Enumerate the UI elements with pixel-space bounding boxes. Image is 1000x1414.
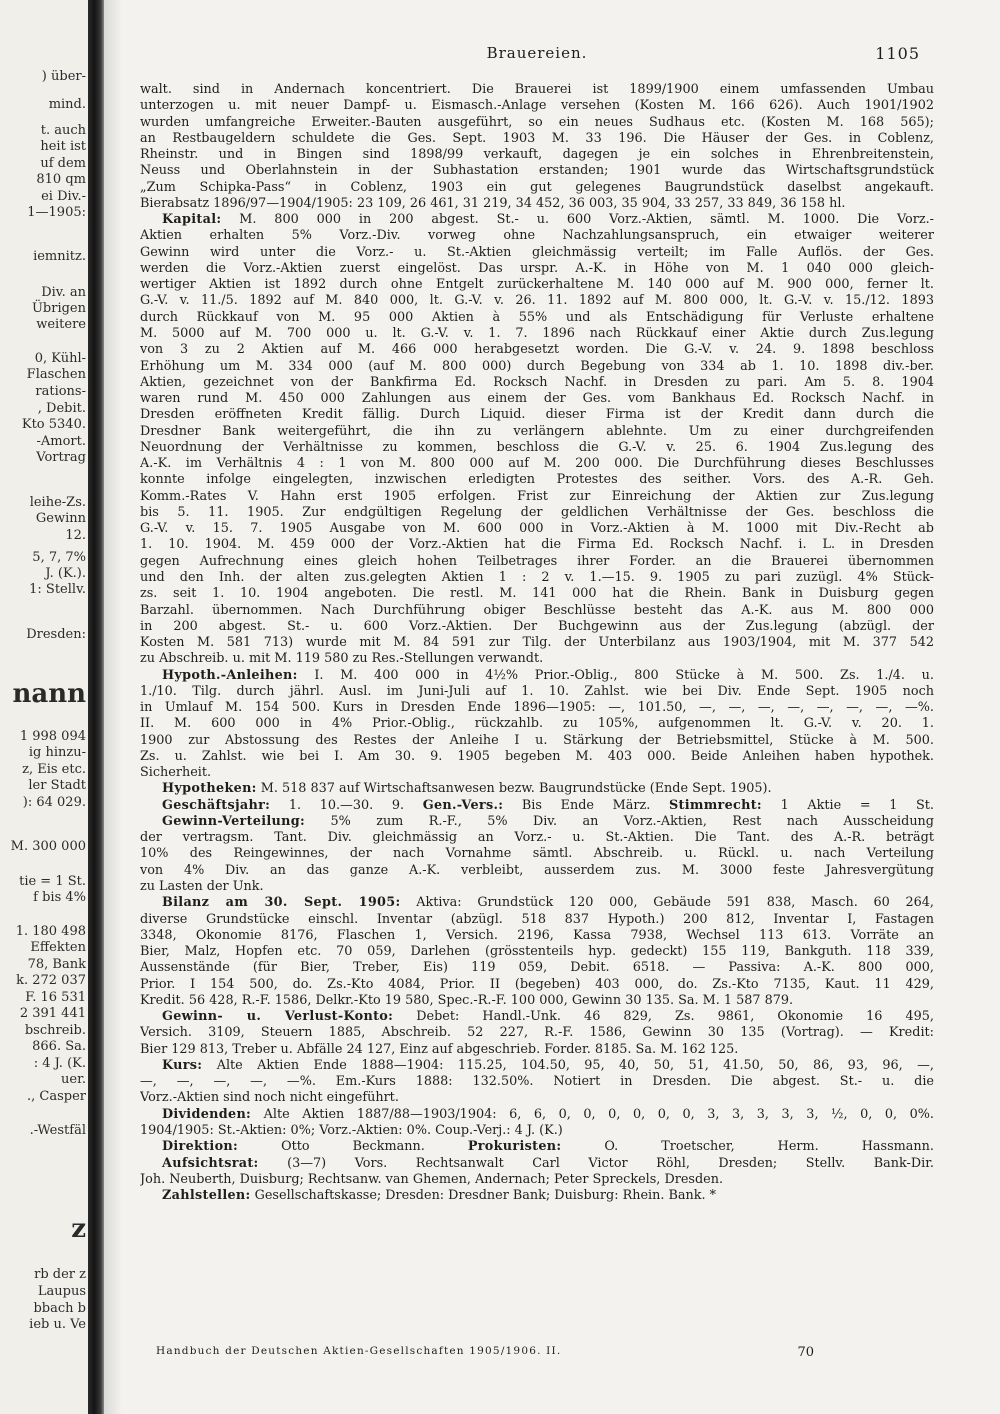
facing-page-text: : 4 J. (K. [33, 1056, 86, 1071]
text-line: zu Abschreib. u. mit M. 119 580 zu Res.-Stellungen verwandt. [140, 651, 544, 667]
book-spine [88, 0, 104, 1414]
facing-page-text: Kto 5340. [21, 417, 86, 432]
kapital-label: Kapital: [162, 212, 222, 228]
section-heading-line [140, 1009, 934, 1025]
text-line: und den Inh. der alten zus.gelegten Aktien 1 : 2 v. 1.—15. 9. 1905 zu pari zuzügl. 4% Stück- [140, 569, 934, 585]
direktion-label: Direktion: [162, 1139, 239, 1155]
facing-page-text: 866. Sa. [32, 1039, 86, 1054]
section-heading-line [140, 1107, 934, 1123]
facing-page-text: ): 64 029. [22, 795, 86, 810]
text-line: Gewinn wird unter die Vorz.- u. St.-Aktien gleichmässig verteilt; im Falle Auflös. der Ges. [140, 244, 934, 260]
gewinn-verlust-section [140, 1009, 934, 1058]
text-line: 10% des Reingewinnes, der nach Vornahme sämtl. Abschreib. u. Rückl. u. nach Verteilung [140, 846, 934, 862]
stimmrecht-label: Stimmrecht: [668, 797, 762, 813]
text-line: werden die Vorz.-Aktien zuerst eingelöst. Das urspr. A.-K. in Höhe von M. 1 040 000 gleich- [140, 260, 934, 276]
facing-page-text: 810 qm [36, 172, 86, 187]
facing-page-text: ler Stadt [28, 778, 86, 793]
text-line: Rheinstr. und in Bingen sind 1898/99 verkauft, dagegen je ein solches in Ehrenbreitenstein, [140, 147, 934, 163]
facing-page-text: mind. [48, 97, 86, 112]
text-run: M. 518 837 auf Wirtschaftsanwesen bezw. Baugrundstücke (Ende Sept. 1905). [260, 781, 772, 797]
facing-page-text: ) über- [41, 69, 86, 84]
text-line: Dresden eröffneten Kredit fällig. Durch Liquid. dieser Firma ist der Kredit dann durch die [140, 407, 934, 423]
facing-page-text: M. 300 000 [10, 839, 86, 854]
facing-page-text: f bis 4% [33, 890, 86, 905]
facing-page-text: 2 391 441 [19, 1006, 86, 1021]
section-heading-line [140, 668, 934, 684]
text-line: Aktien erhalten 5% Vorz.-Div. vorweg ohne Nachzahlungsanspruch, ein etwaiger weiterer [140, 228, 934, 244]
page-header [140, 44, 934, 66]
kapital-section [140, 212, 934, 667]
section-heading-line [140, 814, 934, 830]
aufsichtsrat-section [140, 1156, 934, 1189]
text-line: Sicherheit. [140, 765, 212, 781]
facing-page-text: -Amort. [36, 434, 86, 449]
facing-page-text: Div. an [41, 285, 86, 300]
text-run: Gesellschaftskasse; Dresden: Dresdner Bank; Duisburg: Rhein. Bank. * [254, 1188, 717, 1204]
text-run: I. M. 400 000 in 4½% Prior.-Oblig., 800 Stücke à M. 500. Zs. 1./4. u. [314, 667, 934, 683]
facing-page-text: J. (K.). [45, 566, 86, 581]
facing-page-text: ., Casper [27, 1089, 86, 1104]
text-line: Zs. u. Zahlst. wie bei I. Am 30. 9. 1905 begeben M. 403 000. Beide Anleihen haben hypothek. [140, 748, 934, 764]
facing-page-text: uer. [61, 1072, 86, 1087]
facing-page-fragment [0, 0, 90, 1414]
text-line: Kredit. 56 428, R.-F. 1586, Delkr.-Kto 19 580, Spec.-R.-F. 100 000, Gewinn 30 135. Sa. M. 1 587 879. [140, 992, 794, 1008]
text-line: gegen Aufrechnung eines gleich hohen Teilbetrages ihrer Forder. an die Brauerei übernommen [140, 553, 934, 569]
facing-page-text: nann [12, 679, 86, 709]
text-line: Aussenstände (für Bier, Treber, Eis) 119 059, Debit. 6518. — Passiva: A.-K. 800 000, [140, 960, 934, 976]
text-line: A.-K. im Verhältnis 4 : 1 von M. 800 000 auf M. 200 000. Die Durchführung dieses Beschlusses [140, 456, 934, 472]
facing-page-text: iemnitz. [33, 249, 86, 264]
facing-page-text: 5, 7, 7% [32, 550, 86, 565]
text-line: von 3 zu 2 Aktien auf M. 466 000 herabgesetzt worden. Die G.-V. v. 24. 9. 1898 beschloss [140, 342, 934, 358]
text-line: an Restbaugeldern schuldete die Ges. Sept. 1903 M. 33 196. Die Häuser der Ges. in Coblenz, [140, 130, 934, 146]
text-line: Komm.-Rates V. Hahn erst 1905 erfolgen. Frist zur Einreichung der Aktien zur Zus.legung [140, 488, 934, 504]
text-line: diverse Grundstücke einschl. Inventar (abzügl. 518 837 Hypoth.) 200 812, Inventar I, Fastagen [140, 911, 934, 927]
geschaeftsjahr-label: Geschäftsjahr: [162, 797, 271, 813]
text-line: 1904/1905: St.-Aktien: 0%; Vorz.-Aktien: 0%. Coup.-Verj.: 4 J. (K.) [140, 1123, 563, 1138]
page-number: 1105 [875, 44, 920, 63]
facing-page-text: z [71, 1214, 86, 1244]
text-run: Alte Aktien Ende 1888—1904: 115.25, 104.50, 95, 40, 50, 51, 41.50, 50, 86, 93, 96, —, [216, 1057, 934, 1073]
facing-page-text: 0, Kühl- [34, 351, 86, 366]
gewinn-verteilung-label: Gewinn-Verteilung: [162, 813, 306, 829]
text-run: Debet: Handl.-Unk. 46 829, Zs. 9861, Ökonomie 16 495, [416, 1009, 934, 1025]
facing-page-text: , Debit. [37, 401, 86, 416]
text-run: Alte Aktien 1887/88—1903/1904: 6, 6, 0, 0, 0, 0, 0, 0, 3, 3, 3, 3, 3, ½, 0, 0, 0%. [263, 1106, 934, 1122]
text-line: walt. sind in Andernach koncentriert. Die Brauerei ist 1899/1900 einem umfassenden Umbau [140, 82, 934, 97]
facing-page-text: Gewinn [35, 511, 86, 526]
gen-vers-label: Gen.-Vers.: [422, 797, 504, 813]
facing-page-text: weitere [36, 317, 86, 332]
text-line: Versich. 3109, Steuern 1885, Abschreib. 52 227, R.-F. 1586, Gewinn 30 135 (Vortrag). — Kredit: [140, 1025, 934, 1041]
spine-shadow [104, 0, 122, 1414]
text-line: waren rund M. 450 000 Zahlungen aus einem der Ges. vom Bankhaus Ed. Rocksch Nachf. in [140, 391, 934, 407]
text-line: Barzahl. übernommen. Nach Durchführung obiger Beschlüsse besteht das A.-K. aus M. 800 000 [140, 602, 934, 618]
footer-book-title: Handbuch der Deutschen Aktien-Gesellschaften 1905/1906. II. [156, 1345, 562, 1357]
text-line: Neuss und Oberlahnstein in der Subhastation erstanden; 1901 wurde das Wirtschaftsgrundstück [140, 163, 934, 179]
text-line: „Zum Schipka-Pass“ in Coblenz, 1903 ein gut gelegenes Baugrundstück daselbst angekauft. [140, 179, 934, 195]
section-heading-line [140, 1058, 934, 1074]
facing-page-text: heit ist [40, 139, 86, 154]
text-line: in 200 abgest. St.- u. 600 Vorz.-Aktien. Der Buchgewinn aus der Zus.legung (abzügl. der [140, 618, 934, 634]
facing-page-text: 1 998 094 [19, 729, 86, 744]
facing-page-text: k. 272 037 [16, 973, 86, 988]
facing-page-text: ieb u. Ve [29, 1317, 86, 1332]
prokuristen-label: Prokuristen: [467, 1139, 562, 1155]
direktion-line [140, 1139, 934, 1155]
kurs-section [140, 1058, 934, 1107]
facing-page-text: ei Div.- [41, 189, 86, 204]
facing-page-text: .-Westfäl [29, 1123, 86, 1138]
page-footer [140, 1345, 934, 1365]
text-line: der vertragsm. Tant. Div. gleichmässig an Vorz.- u. St.-Aktien. Die Tant. des A.-R. beträgt [140, 830, 934, 846]
hypotheken-line [140, 781, 934, 797]
text-line: G.-V. v. 11./5. 1892 auf M. 840 000, lt. G.-V. v. 26. 11. 1892 auf M. 800 000, lt. G.-V. v. 15./12. 1893 [140, 293, 934, 309]
text-run: 1 Aktie = 1 St. [780, 797, 934, 813]
text-run: 5% zum R.-F., 5% Div. an Vorz.-Aktien, Rest nach Ausscheidung [330, 813, 934, 829]
facing-page-text: rations- [35, 384, 86, 399]
text-run: Aktiva: Grundstück 120 000, Gebäude 591 838, Masch. 60 264, [416, 895, 934, 911]
footer-signature: 70 [797, 1345, 814, 1360]
hypoth-anleihen-section [140, 668, 934, 782]
kurs-label: Kurs: [162, 1057, 203, 1073]
facing-page-text: F. 16 531 [25, 990, 86, 1005]
text-line: durch Rückkauf von M. 95 000 Aktien à 55% und als Entschädigung für Verluste erhaltene [140, 309, 934, 325]
text-line: wurden umfangreiche Erweiter.-Bauten ausgeführt, so ein neues Sudhaus etc. (Kosten M. 168 565); [140, 114, 934, 130]
text-run: (3—7) Vors. Rechtsanwalt Carl Victor Röhl, Dresden; Stellv. Bank-Dir. [287, 1155, 934, 1171]
text-line: wertiger Aktien ist 1892 durch ohne Entgelt zurückerhaltene M. 140 000 auf M. 900 000, ferner lt. [140, 277, 934, 293]
gewinn-verteilung-section [140, 814, 934, 895]
text-line: Erhöhung um M. 334 000 (auf M. 800 000) durch Begebung von 334 ab 1. 10. 1898 div.-ber. [140, 358, 934, 374]
text-line: konnte infolge eingelegten, inzwischen erledigten Protestes des seither. Vors. des A.-R. Geh. [140, 472, 934, 488]
facing-page-text: uf dem [40, 156, 86, 171]
facing-page-text: rb der z [34, 1267, 86, 1282]
facing-page-text: ig hinzu- [28, 745, 86, 760]
text-line: Joh. Neuberth, Duisburg; Rechtsanw. van Ghemen, Andernach; Peter Spreckels, Dresden. [140, 1171, 724, 1187]
text-line: II. M. 600 000 in 4% Prior.-Oblig., rückzahlb. zu 105%, aufgenommen lt. G.-V. v. 20. 1. [140, 716, 934, 732]
section-heading-line [140, 212, 934, 228]
gewinn-verlust-label: Gewinn- u. Verlust-Konto: [162, 1009, 394, 1025]
text-run: 1. 10.—30. 9. [288, 797, 405, 813]
text-line: M. 5000 auf M. 700 000 u. lt. G.-V. v. 1. 7. 1896 nach Rückkauf einer Aktie durch Zus.legung [140, 325, 934, 341]
facing-page-text: Flaschen [26, 367, 86, 382]
facing-page-text: leihe-Zs. [29, 495, 86, 510]
text-run: O. Troetscher, Herm. Hassmann. [604, 1139, 934, 1155]
facing-page-text: bbach b [33, 1301, 86, 1316]
facing-page-text: Dresden: [26, 627, 86, 642]
text-run: M. 800 000 in 200 abgest. St.- u. 600 Vorz.-Aktien, sämtl. M. 1000. Die Vorz.- [239, 212, 934, 228]
facing-page-text: 78, Bank [27, 957, 86, 972]
text-run: Bis Ende März. [521, 797, 651, 813]
section-heading-line [140, 895, 934, 911]
text-line: 3348, Ökonomie 8176, Flaschen 1, Versich. 2196, Kassa 7938, Wechsel 113 613. Vorräte an [140, 927, 934, 943]
text-line: Bier, Malz, Hopfen etc. 70 059, Darlehen (grösstenteils hyp. gedeckt) 155 119, Bankguth. 118 339, [140, 944, 934, 960]
text-line: Kosten M. 581 713) wurde mit M. 84 591 zur Tilg. der Unterbilanz aus 1903/1904, mit M. 377 542 [140, 635, 934, 651]
zahlstellen-label: Zahlstellen: [162, 1188, 251, 1204]
facing-page-text: Effekten [30, 940, 86, 955]
intro-paragraph [140, 82, 934, 212]
text-line: in Umlauf M. 154 500. Kurs in Dresden Ende 1896—1905: —, 101.50, —, —, —, —, —, —, —, —%. [140, 700, 934, 716]
text-line: Bier 129 813, Treber u. Abfälle 24 127, Einz auf abgeschrieb. Forder. 8185. Sa. M. 162 125. [140, 1041, 739, 1057]
facing-page-text: t. auch [40, 123, 86, 138]
text-line: bis 5. 11. 1905. Zur endgültigen Regelung der geldlichen Verhältnisse der Ges. beschloss die [140, 504, 934, 520]
facing-page-text: 1. 180 498 [15, 924, 86, 939]
facing-page-text: 12. [65, 528, 86, 543]
running-head: Brauereien. [486, 44, 588, 62]
main-text [140, 82, 934, 1204]
bilanz-label: Bilanz am 30. Sept. 1905: [162, 895, 401, 911]
bilanz-section [140, 895, 934, 1009]
text-line: zu Lasten der Unk. [140, 879, 264, 895]
text-line: Bierabsatz 1896/97—1904/1905: 23 109, 26 461, 31 219, 34 452, 36 003, 35 904, 33 257, 33 849, 36 158 hl. [140, 195, 846, 211]
text-line: 1. 10. 1904. M. 459 000 der Vorz.-Aktien hat die Firma Ed. Rocksch Nachf. i. L. in Dresden [140, 537, 934, 553]
text-line: —, —, —, —, —%. Em.-Kurs 1888: 132.50%. Notiert in Dresden. Die abgest. St.- u. die [140, 1074, 934, 1090]
dividenden-section [140, 1107, 934, 1140]
dividenden-label: Dividenden: [162, 1106, 252, 1122]
facing-page-text: tie = 1 St. [19, 874, 86, 889]
hypoth-anleihen-label: Hypoth.-Anleihen: [162, 667, 298, 683]
text-line: Dresdner Bank weitergeführt, die ihn zu verlängern ablehnte. Um zu einer durchgreifenden [140, 423, 934, 439]
text-line: Prior. I 154 500, do. Zs.-Kto 4084, Prior. II (begeben) 403 000, do. Zs.-Kto 7135, Kaut. 11 429, [140, 976, 934, 992]
text-line: Aktien, gezeichnet von der Bankfirma Ed. Rocksch Nachf. in Dresden zu pari. Am 5. 8. 1904 [140, 374, 934, 390]
geschaeftsjahr-line [140, 798, 934, 814]
text-line: 1900 zur Abstossung des Restes der Anleihe I u. Stärkung der Betriebsmittel, Stücke à M. 500. [140, 732, 934, 748]
facing-page-text: bschreib. [24, 1023, 86, 1038]
section-heading-line [140, 1156, 934, 1172]
text-line: Vorz.-Aktien sind noch nicht eingeführt. [140, 1090, 399, 1106]
text-line: G.-V. v. 15. 7. 1905 Ausgabe von M. 600 000 in Vorz.-Aktien à M. 1000 mit Div.-Recht ab [140, 521, 934, 537]
text-line: von 4% Div. an das ganze A.-K. verbleibt, ausserdem zus. M. 3000 feste Jahresvergütung [140, 862, 934, 878]
aufsichtsrat-label: Aufsichtsrat: [162, 1155, 259, 1171]
zahlstellen-line [140, 1188, 934, 1204]
facing-page-text: 1—1905: [27, 205, 86, 220]
hypotheken-label: Hypotheken: [162, 781, 257, 797]
text-run: Otto Beckmann. [281, 1139, 425, 1155]
facing-page-text: z, Eis etc. [22, 762, 86, 777]
facing-page-text: Übrigen [31, 301, 86, 316]
facing-page-text: Vortrag [36, 450, 86, 465]
facing-page-text: 1: Stellv. [29, 582, 86, 597]
facing-page-text: Laupus [37, 1284, 86, 1299]
text-line: unterzogen u. mit neuer Dampf- u. Eismasch.-Anlage versehen (Kosten M. 166 626). Auch 1901/1902 [140, 98, 934, 114]
text-line: Neuordnung der Verhältnisse zu kommen, beschloss die G.-V. v. 25. 6. 1904 Zus.legung des [140, 439, 934, 455]
text-line: 1./10. Tilg. durch jährl. Ausl. im Juni-Juli auf 1. 10. Zahlst. wie bei Div. Ende Sept. 1905 noch [140, 683, 934, 699]
text-line: zs. seit 1. 10. 1904 angeboten. Die restl. M. 141 000 hat die Rhein. Bank in Duisburg gegen [140, 586, 934, 602]
